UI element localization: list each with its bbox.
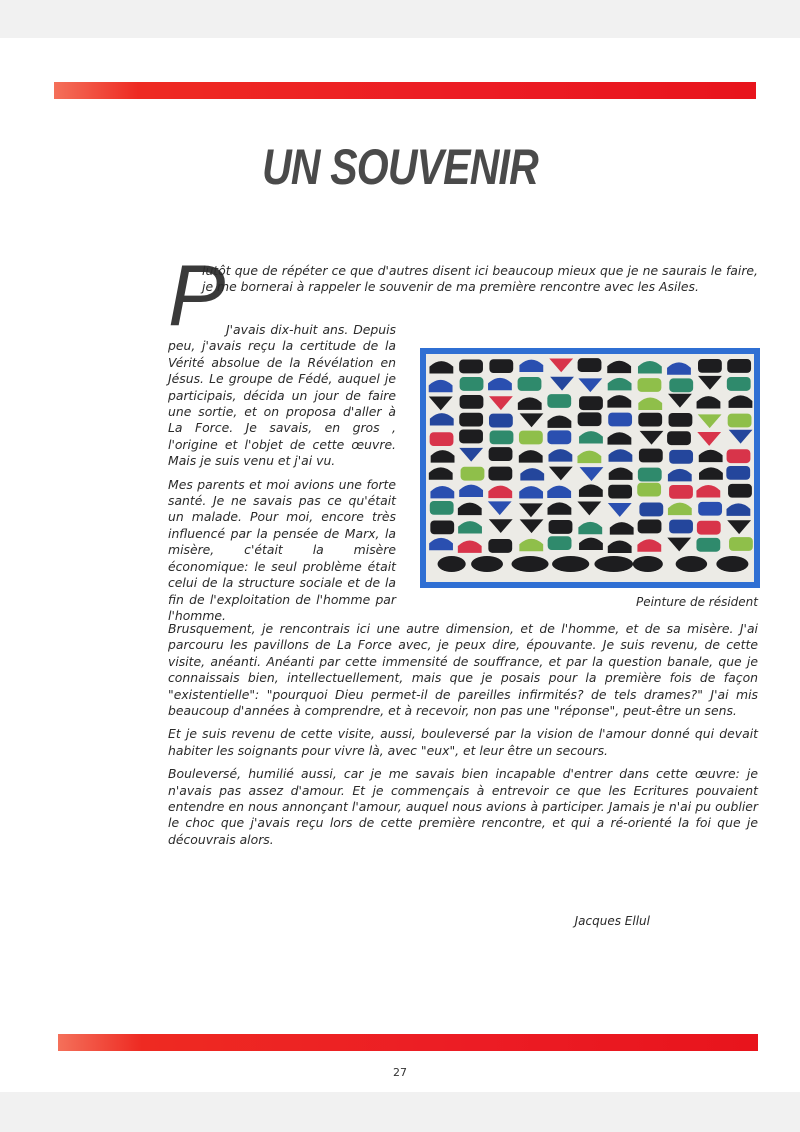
painting-shape (547, 430, 571, 444)
painting-shape (459, 429, 483, 443)
painting-shape (639, 449, 663, 463)
body-paragraph: Bouleversé, humilié aussi, car je me savais bien incapable d'entrer dans cette œuvre: je n'avais pas assez d'amour. Et je commençais à entrevoir ce que les Ecritures pouvaient entendre en nous annonçant l'amour, auquel nous avions à participer. Jamais je n'ai pu oublier le choc que j'avais reçu lors de cette première rencontre, et qui a ré-orienté la foi que je découvrais alors. (168, 766, 758, 847)
painting-shape (608, 485, 632, 499)
painting-shape (489, 414, 513, 428)
painting-shape (578, 358, 602, 372)
painting-shape (698, 502, 722, 516)
painting-shape (488, 467, 512, 481)
painting-shape (430, 520, 454, 534)
painting-shape (511, 556, 548, 572)
body-paragraph: Et je suis revenu de cette visite, aussi, bouleversé par la vision de l'amour donné qui devait habiter les soignants pour vivre là, avec "eux", et leur être un secours. (168, 726, 758, 758)
painting-shape (639, 503, 663, 517)
painting-shape (461, 467, 485, 481)
painting-shape (637, 483, 661, 497)
painting-shape (696, 538, 720, 552)
top-red-bar (54, 82, 756, 99)
painting-shape (430, 432, 454, 446)
painting-shape (594, 556, 633, 572)
painting-shape (728, 484, 752, 498)
painting-shape (716, 556, 748, 572)
drop-cap: P (168, 248, 226, 344)
painting-shape (519, 431, 543, 445)
resident-painting (420, 348, 760, 588)
painting-shape (729, 537, 753, 551)
painting-shape (438, 556, 466, 572)
painting-image (426, 354, 754, 582)
painting-shape (552, 556, 589, 572)
painting-shape (638, 520, 662, 534)
painting-shape (727, 449, 751, 463)
painting-shape (638, 378, 662, 392)
painting-shape (669, 378, 693, 392)
page (0, 38, 800, 1092)
painting-shape (459, 360, 483, 374)
painting-shape (676, 556, 708, 572)
bottom-red-bar (58, 1034, 758, 1051)
painting-shape (697, 521, 721, 535)
painting-shape (728, 414, 752, 428)
column-paragraph: J'avais dix-huit ans. Depuis peu, j'avais reçu la certitude de la Vérité absolue de la Révélation en Jésus. Le groupe de Fédé, auquel je participais, décida un jour de faire une sortie, et on proposa d'aller à La Force. Je savais, en gros , l'origine et l'objet de cette œuvre. Mais je suis venu et j'ai vu. (168, 322, 396, 469)
painting-shape (460, 377, 484, 391)
painting-shape (490, 430, 514, 444)
painting-shape (608, 413, 632, 427)
painting-shape (633, 556, 663, 572)
painting-shape (669, 485, 693, 499)
left-column (168, 322, 396, 631)
painting-shape (726, 466, 750, 480)
painting-shape (518, 377, 542, 391)
painting-shape (489, 447, 513, 461)
painting-shape (698, 359, 722, 373)
painting-caption: Peinture de résident (635, 595, 758, 609)
intro-paragraph: lutôt que de répéter ce que d'autres disent ici beaucoup mieux que je ne saurais le faire, je me bornerai à rappeler le souvenir de ma première rencontre avec les Asiles. (202, 263, 758, 295)
painting-shape (669, 520, 693, 534)
painting-shape (488, 539, 512, 553)
painting-shape (471, 556, 503, 572)
column-paragraph: Mes parents et moi avions une forte santé. Je ne savais pas ce qu'était un malade. Pour moi, encore très influencé par la pensée de Marx, la misère, c'était la misère économique: le seul problème était celui de la structure sociale et de la fin de l'exploitation de l'homme par l'homme. (168, 476, 396, 623)
painting-shape (727, 359, 751, 373)
painting-shape (578, 412, 602, 426)
painting-shape (638, 413, 662, 427)
painting-shape (459, 413, 483, 427)
body-paragraph: Brusquement, je rencontrais ici une autre dimension, et de l'homme, et de sa misère. J'ai parcouru les pavillons de La Force avec, je peux dire, épouvante. Je suis revenu, de cette visite, anéanti. Anéanti par cette immensité de souffrance, et par la question banale, que je connaissais bien, intellectuellement, mais que je posais pour la première fois de façon "existentielle": "pourquoi Dieu permet-il de pareilles infirmités? de tels drames?" J'ai mis beaucoup d'années à comprendre, et à recevoir, non pas une "réponse", peut-être un sens. (168, 621, 758, 719)
painting-shape (638, 468, 662, 482)
painting-shape (489, 359, 513, 373)
page-number: 27 (393, 1066, 407, 1079)
painting-shape (430, 501, 454, 515)
painting-shape (549, 520, 573, 534)
author-signature: Jacques Ellul (574, 914, 650, 928)
painting-shape (667, 431, 691, 445)
painting-shape (669, 413, 693, 427)
painting-shape (579, 396, 603, 410)
article-title: UN SOUVENIR (262, 139, 538, 195)
painting-shape (727, 377, 751, 391)
painting-shape (547, 394, 571, 408)
painting-shape (669, 450, 693, 464)
painting-shape (460, 395, 484, 409)
body-text (168, 621, 758, 855)
painting-shape (548, 536, 572, 550)
